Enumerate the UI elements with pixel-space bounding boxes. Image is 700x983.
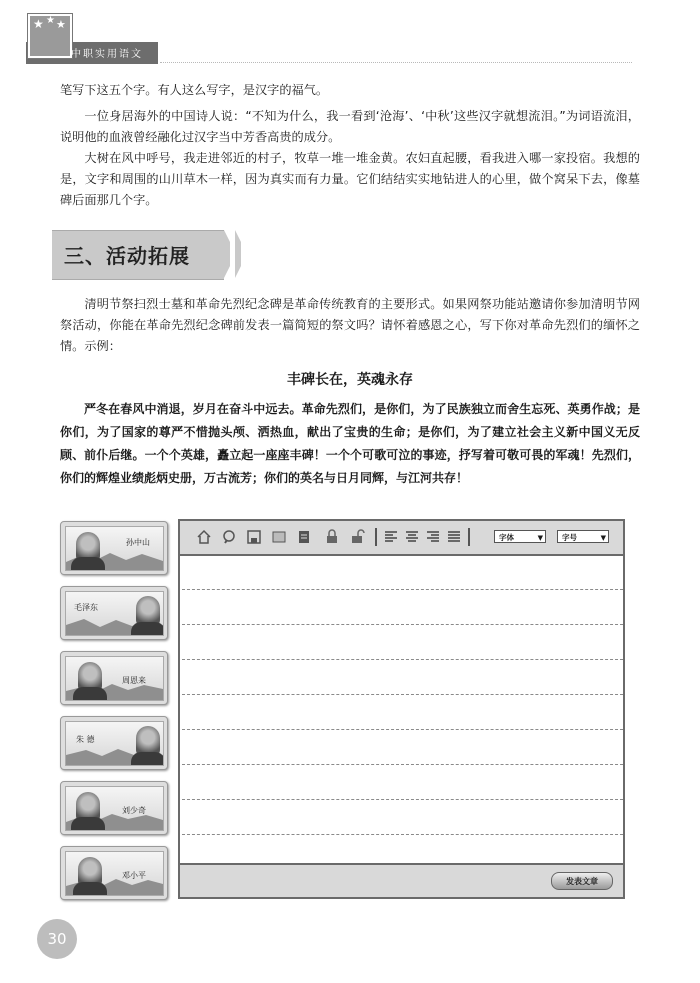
- search-icon[interactable]: [221, 529, 237, 545]
- example-title: 丰碑长在，英魂永存: [287, 372, 413, 388]
- font-select[interactable]: [494, 530, 546, 543]
- portrait-image: [65, 656, 164, 701]
- writing-line: [182, 659, 623, 660]
- portrait-name: 邓小平: [122, 871, 146, 880]
- unlock-icon[interactable]: [349, 529, 365, 545]
- star-icon: ★: [56, 18, 66, 31]
- chevron-down-icon: ▼: [537, 533, 543, 542]
- portrait-name: 孙中山: [126, 538, 150, 547]
- portrait-image: [65, 851, 164, 896]
- star-icon: ★: [33, 17, 44, 31]
- align-right-icon[interactable]: [425, 529, 441, 545]
- chevron-down-icon: ▼: [600, 533, 606, 542]
- paragraph: 笔写下这五个字。有人这么写字，是汉字的福气。: [60, 83, 329, 97]
- portrait-name: 毛泽东: [74, 603, 98, 612]
- portrait-image: [65, 526, 164, 571]
- portrait-card[interactable]: [60, 716, 168, 770]
- portrait-card[interactable]: [60, 521, 168, 575]
- writing-line: [182, 624, 623, 625]
- size-select[interactable]: [557, 530, 609, 543]
- writing-line: [182, 729, 623, 730]
- portrait-card[interactable]: [60, 651, 168, 705]
- writing-line: [182, 589, 623, 590]
- size-select-label: 字号: [562, 533, 577, 542]
- writing-line: [182, 764, 623, 765]
- section-heading: [52, 230, 252, 278]
- portrait-body: [73, 687, 107, 701]
- editor-footer: [180, 863, 623, 897]
- portrait-name: 周恩来: [122, 676, 146, 685]
- align-center-icon[interactable]: [404, 529, 420, 545]
- image-icon[interactable]: [271, 529, 287, 545]
- writing-line: [182, 834, 623, 835]
- portrait-card[interactable]: [60, 846, 168, 900]
- document-icon[interactable]: [296, 529, 312, 545]
- portrait-card[interactable]: [60, 586, 168, 640]
- font-select-label: 字体: [499, 533, 514, 542]
- lock-icon[interactable]: [324, 529, 340, 545]
- header-title: 中职实用语文: [71, 49, 143, 60]
- text-editor: [178, 519, 625, 899]
- page-number: 30: [37, 919, 77, 959]
- portrait-body: [131, 622, 164, 636]
- writing-line: [182, 694, 623, 695]
- portrait-image: [65, 721, 164, 766]
- toolbar-separator: [375, 528, 377, 546]
- portrait-body: [71, 557, 105, 571]
- align-left-icon[interactable]: [383, 529, 399, 545]
- task-paragraph: 清明节祭扫烈士墓和革命先烈纪念碑是革命传统教育的主要形式。如果网祭功能站邀请你参加清明节网祭活动，你能在革命先烈纪念碑前发表一篇简短的祭文吗？请怀着感恩之心，写下你对革命先烈们的缅怀之情。示例：: [60, 297, 640, 353]
- portrait-card[interactable]: [60, 781, 168, 835]
- portrait-name: 朱 德: [76, 735, 95, 744]
- home-icon[interactable]: [196, 529, 212, 545]
- header-logo: [28, 14, 72, 58]
- header-divider: [160, 62, 632, 63]
- star-icon: ★: [46, 15, 55, 26]
- editor-toolbar: [180, 521, 623, 556]
- paragraph: 大树在风中呼号，我走进邻近的村子，牧草一堆一堆金黄。农妇直起腰，看我进入哪一家投宿。我想的是，文字和周围的山川草木一样，因为真实而有力量。它们结结实实地钻进人的心里，做个窝呆下去，像墓碑后面那几个字。: [60, 151, 640, 207]
- example-body: 严冬在春风中消退，岁月在奋斗中远去。革命先烈们，是你们，为了民族独立而舍生忘死、英勇作战；是你们，为了国家的尊严不惜抛头颅、洒热血，献出了宝贵的生命；是你们，为了建立社会主义新中国义无反顾、前仆后继。一个个英雄，矗立起一座座丰碑！一个个可歌可泣的事迹，抒写着可敬可畏的军魂！先烈们，你们的辉煌业绩彪炳史册，万古流芳；你们的英名与日月同辉，与江河共存！: [60, 402, 640, 485]
- portrait-image: [65, 786, 164, 831]
- toolbar-separator: [468, 528, 470, 546]
- portrait-body: [131, 752, 164, 766]
- page-header: [26, 14, 158, 64]
- portrait-image: [65, 591, 164, 636]
- align-justify-icon[interactable]: [446, 529, 462, 545]
- save-icon[interactable]: [246, 529, 262, 545]
- chevron-gap: [241, 230, 253, 278]
- portrait-body: [73, 882, 107, 896]
- paragraph: 一位身居海外的中国诗人说：“不知为什么，我一看到‘沧海’、‘中秋’这些汉字就想流泪。”为词语流泪，说明他的血液曾经融化过汉字当中芳香高贵的成分。: [60, 109, 640, 144]
- publish-button[interactable]: 发表文章: [551, 872, 613, 890]
- section-title: 三、活动拓展: [64, 244, 190, 268]
- portrait-body: [71, 817, 105, 831]
- portrait-name: 刘少奇: [122, 806, 146, 815]
- writing-line: [182, 799, 623, 800]
